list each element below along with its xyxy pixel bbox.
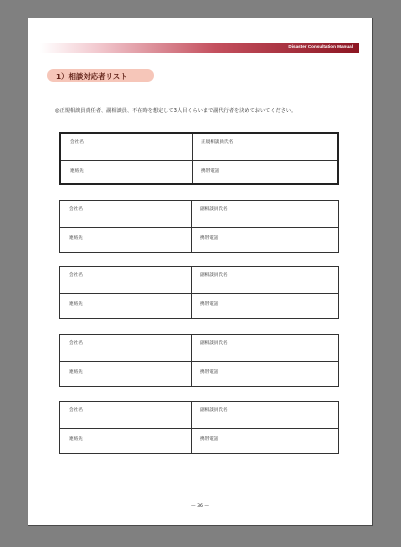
section-heading (47, 69, 154, 82)
contact-card (59, 132, 339, 185)
person-name-field: 正規相談員氏名 (201, 140, 234, 145)
column-divider (191, 201, 192, 252)
contact-card (59, 200, 339, 253)
company-name-field: 会社名 (69, 207, 83, 212)
mobile-phone-field: 携帯電話 (200, 437, 219, 442)
company-name-field: 会社名 (69, 341, 83, 346)
instruction-text: ◎正規相談員責任者、副相談員、不在時を想定して3人目くらいまで副代行者を決めておいてください。 (55, 108, 297, 114)
row-divider (60, 361, 338, 362)
header-band (40, 43, 359, 53)
contact-card (59, 401, 339, 454)
section-title: 1）相談対応者リスト (56, 72, 128, 81)
contact-field: 連絡先 (69, 370, 83, 375)
mobile-phone-field: 携帯電話 (200, 302, 219, 307)
mobile-phone-field: 携帯電話 (201, 169, 220, 174)
company-name-field: 会社名 (70, 140, 84, 145)
column-divider (191, 402, 192, 453)
header-title: Disaster Consultation Manual (288, 44, 353, 49)
row-divider (60, 227, 338, 228)
column-divider (191, 267, 192, 318)
mobile-phone-field: 携帯電話 (200, 370, 219, 375)
contact-field: 連絡先 (69, 437, 83, 442)
column-divider (192, 134, 193, 183)
page-number: — 36 — (191, 504, 209, 509)
person-name-field: 副相談員氏名 (200, 273, 228, 278)
person-name-field: 副相談員氏名 (200, 408, 228, 413)
contact-field: 連絡先 (69, 302, 83, 307)
document-page (28, 18, 373, 526)
contact-card (59, 334, 339, 387)
row-divider (60, 293, 338, 294)
row-divider (60, 428, 338, 429)
company-name-field: 会社名 (69, 408, 83, 413)
contact-field: 連絡先 (69, 236, 83, 241)
person-name-field: 副相談員氏名 (200, 341, 228, 346)
contact-field: 連絡先 (70, 169, 84, 174)
contact-card (59, 266, 339, 319)
company-name-field: 会社名 (69, 273, 83, 278)
mobile-phone-field: 携帯電話 (200, 236, 219, 241)
row-divider (61, 160, 337, 161)
column-divider (191, 335, 192, 386)
person-name-field: 副相談員氏名 (200, 207, 228, 212)
